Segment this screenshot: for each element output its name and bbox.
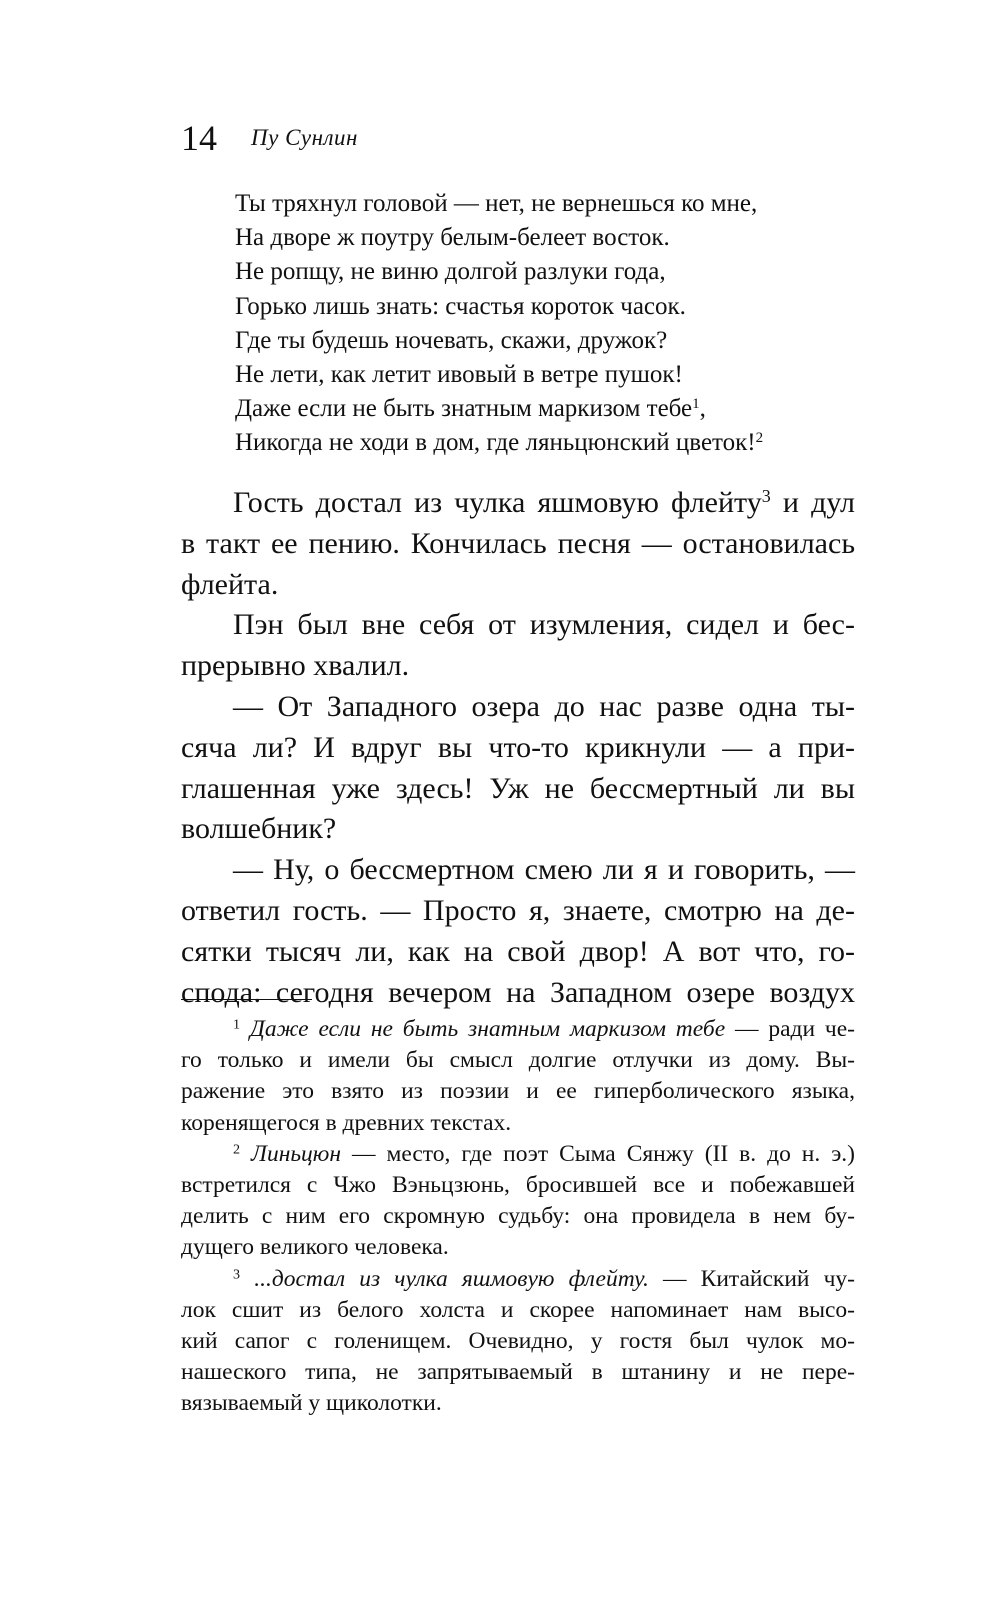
footnote-line: ражение это взято из поэзии и ее гиперболического языка, xyxy=(181,1078,855,1105)
text-line xyxy=(181,483,855,524)
footnote-ref-1[interactable]: 1 xyxy=(692,395,700,412)
page-number: 14 xyxy=(181,118,217,158)
footnote-text: — Китайский чу- xyxy=(648,1265,856,1292)
text-line: глашенная уже здесь! Уж не бессмертный ли вы xyxy=(181,771,855,805)
footnote-quote: Линьцюн xyxy=(251,1140,342,1167)
footnotes xyxy=(181,1014,855,1419)
footnote-text: — место, где поэт Сыма Сянжу (II в. до н. э.) xyxy=(341,1140,855,1167)
text-line: сятки тысяч ли, как на свой двор! А вот что, го- xyxy=(181,934,855,968)
text-line: в такт ее пению. Кончилась песня — остановилась xyxy=(181,526,855,560)
text-line: — Ну, о бессмертном смею ли я и говорить, — xyxy=(233,853,855,887)
text-line: спода: сегодня вечером на Западном озере воздух xyxy=(181,975,855,1009)
text-segment: Гость достал из чулка яшмовую флейту xyxy=(233,486,762,519)
footnote-mark: 3 xyxy=(233,1265,241,1282)
footnote-separator xyxy=(181,999,312,1000)
text-segment: и дул xyxy=(770,486,855,519)
running-title: Пу Сунлин xyxy=(251,125,358,150)
poem-line: Где ты будешь ночевать, скажи, дружок? xyxy=(235,326,668,354)
footnote-line: встретился с Чжо Вэньцзюнь, бросившей все и побежавшей xyxy=(181,1171,855,1198)
footnote-ref-3[interactable]: 3 xyxy=(761,486,771,507)
footnote-line: нашеского типа, не запрятываемый в штанину и не пере- xyxy=(181,1359,855,1386)
footnote-2 xyxy=(181,1139,855,1170)
text-line: флейта. xyxy=(181,567,279,601)
footnote-quote: ...достал из чулка яшмовую флейту. xyxy=(254,1265,649,1292)
footnote-line: вязываемый у щиколотки. xyxy=(181,1390,442,1417)
footnote-line: кий сапог с голенищем. Очевидно, у гостя был чулок мо- xyxy=(181,1327,855,1354)
text-line: волшебник? xyxy=(181,812,337,846)
poem-line: Не лети, как летит ивовый в ветре пушок! xyxy=(235,360,683,388)
footnote-quote: Даже если не быть знатным маркизом тебе xyxy=(249,1016,726,1042)
footnote-3 xyxy=(181,1264,855,1295)
text-line: Пэн был вне себя от изумления, сидел и бес- xyxy=(233,608,855,642)
footnote-line: лок сшит из белого холста и скорее напоминает нам высо- xyxy=(181,1296,855,1323)
footnote-mark: 2 xyxy=(233,1141,241,1157)
text-line: — От Западного озера до нас разве одна ты- xyxy=(233,689,855,723)
poem-line: Ты тряхнул головой — нет, не вернешься ко мне, xyxy=(235,190,758,217)
poem-line-text: Даже если не быть знатным маркизом тебе xyxy=(235,395,693,423)
footnote-line: коренящегося в древних текстах. xyxy=(181,1109,512,1136)
footnote-mark: 1 xyxy=(233,1016,241,1033)
footnote-1 xyxy=(181,1014,855,1045)
poem-line: На дворе ж поутру белым-белеет восток. xyxy=(235,224,670,252)
poem-line xyxy=(235,426,915,460)
main-text xyxy=(181,483,855,1013)
poem-line xyxy=(235,392,915,426)
poem-line-text: Никогда не ходи в дом, где ляньцюнский цветок! xyxy=(235,429,756,457)
footnote-line: делить с ним его скромную судьбу: она провидела в нем бу- xyxy=(181,1203,855,1230)
footnote-line: дущего великого человека. xyxy=(181,1234,449,1261)
footnote-ref-2[interactable]: 2 xyxy=(755,430,764,447)
text-line: ответил гость. — Просто я, знаете, смотрю на де- xyxy=(181,893,855,927)
poem-line: Не ропщу, не виню долгой разлуки года, xyxy=(235,258,666,286)
text-line: сяча ли? И вдруг вы что-то крикнули — а при- xyxy=(181,730,855,764)
text-line: прерывно хвалил. xyxy=(181,649,410,683)
poem-line: Горько лишь знать: счастья короток часок. xyxy=(235,292,686,320)
footnote-line: го только и имели бы смысл долгие отлучки из дому. Вы- xyxy=(181,1047,855,1074)
footnote-text: — ради че- xyxy=(725,1016,855,1042)
poem-line-punct: , xyxy=(699,395,706,423)
poem xyxy=(235,187,915,461)
